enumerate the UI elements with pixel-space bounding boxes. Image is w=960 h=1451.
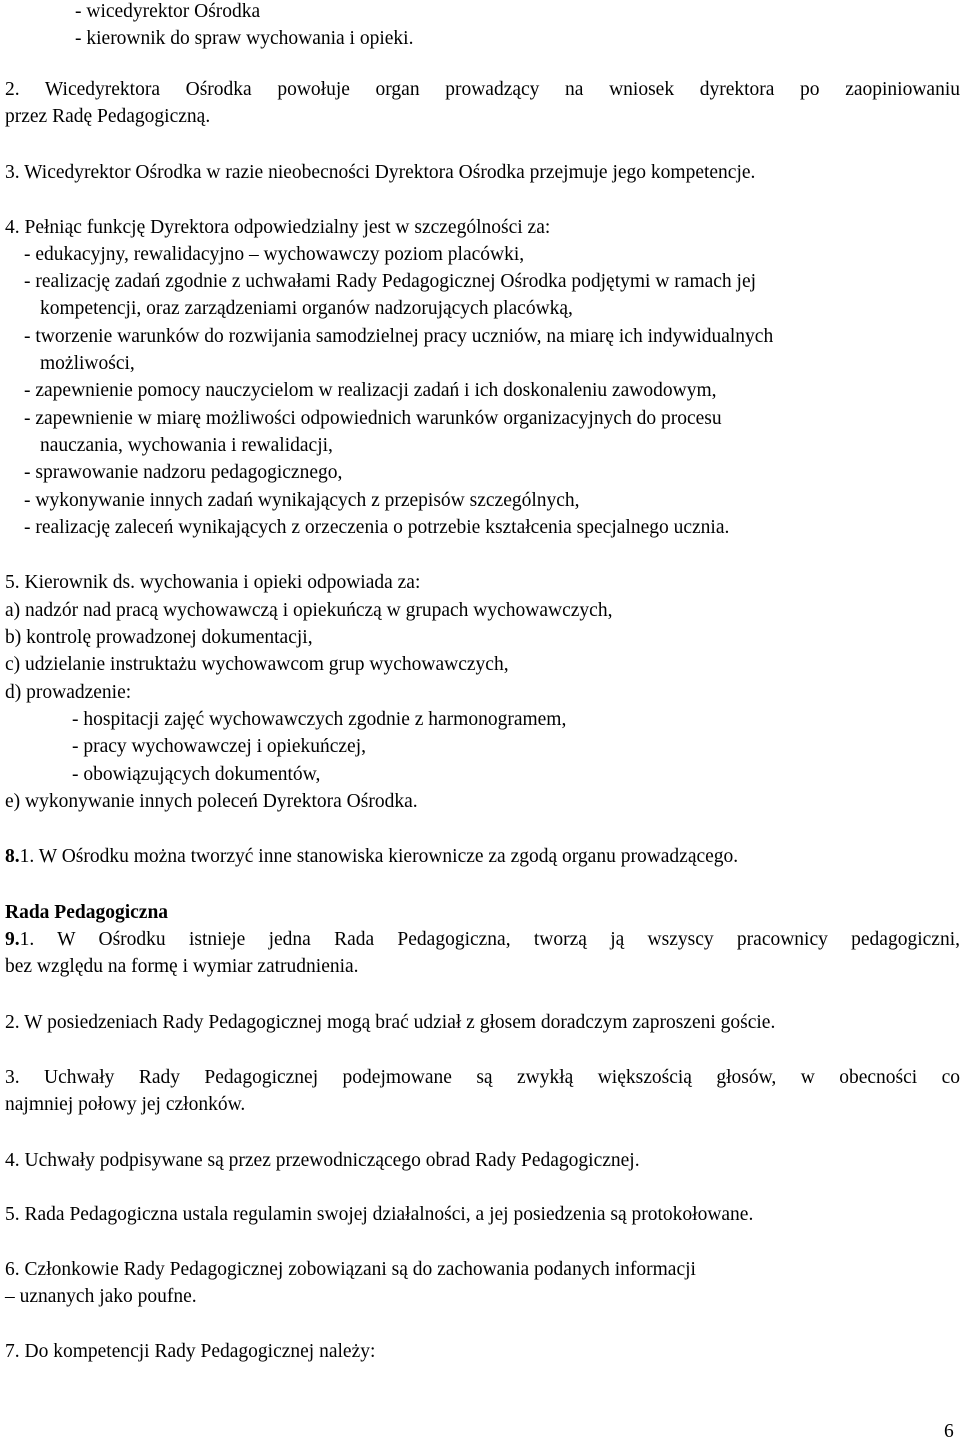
paragraph-line: 6. Członkowie Rady Pedagogicznej zobowiązani są do zachowania podanych informacji bbox=[5, 1259, 696, 1280]
paragraph-4-title: 4. Pełniąc funkcję Dyrektora odpowiedzialny jest w szczególności za: bbox=[5, 217, 551, 238]
list-item-continuation: możliwości, bbox=[40, 353, 135, 374]
list-item: e) wykonywanie innych poleceń Dyrektora Ośrodka. bbox=[5, 791, 418, 812]
paragraph-line: – uznanych jako poufne. bbox=[5, 1286, 197, 1307]
paragraph-9-line: bez względu na formę i wymiar zatrudnienia. bbox=[5, 956, 359, 977]
list-item: - sprawowanie nadzoru pedagogicznego, bbox=[24, 462, 343, 483]
paragraph-line: 3. Uchwały Rady Pedagogicznej podejmowane są zwykłą większością głosów, w obecności co bbox=[5, 1067, 960, 1088]
paragraph-text: 1. W Ośrodku można tworzyć inne stanowiska kierownicze za zgodą organu prowadzącego. bbox=[19, 846, 739, 867]
list-item: - tworzenie warunków do rozwijania samodzielnej pracy uczniów, na miarę ich indywidualnych bbox=[24, 326, 774, 347]
list-item-continuation: kompetencji, oraz zarządzeniami organów nadzorujących placówką, bbox=[40, 298, 573, 319]
sub-list-item: - hospitacji zajęć wychowawczych zgodnie z harmonogramem, bbox=[72, 709, 567, 730]
list-item: - wykonywanie innych zadań wynikających z przepisów szczególnych, bbox=[24, 490, 580, 511]
section-number: 9. bbox=[5, 929, 20, 950]
paragraph: 7. Do kompetencji Rady Pedagogicznej należy: bbox=[5, 1341, 376, 1362]
page-number: 6 bbox=[944, 1421, 954, 1442]
paragraph-2-line: przez Radę Pedagogiczną. bbox=[5, 106, 211, 127]
paragraph-text: 1. W Ośrodku istnieje jedna Rada Pedagogiczna, tworzą ją wszyscy pracownicy pedagogiczni, bbox=[19, 929, 960, 950]
sub-list-item: - obowiązujących dokumentów, bbox=[72, 764, 321, 785]
list-item: - zapewnienie w miarę możliwości odpowiednich warunków organizacyjnych do procesu bbox=[24, 408, 722, 429]
paragraph-3: 3. Wicedyrektor Ośrodka w razie nieobecności Dyrektora Ośrodka przejmuje jego kompetencje. bbox=[5, 162, 756, 183]
list-item-continuation: nauczania, wychowania i rewalidacji, bbox=[40, 435, 333, 456]
section-number: 8. bbox=[5, 846, 20, 867]
paragraph-5-title: 5. Kierownik ds. wychowania i opieki odpowiada za: bbox=[5, 572, 421, 593]
list-item: - kierownik do spraw wychowania i opieki. bbox=[75, 28, 414, 49]
paragraph: 2. W posiedzeniach Rady Pedagogicznej mogą brać udział z głosem doradczym zaproszeni goście. bbox=[5, 1012, 776, 1033]
list-item: c) udzielanie instruktażu wychowawcom grup wychowawczych, bbox=[5, 654, 509, 675]
list-item: a) nadzór nad pracą wychowawczą i opiekuńczą w grupach wychowawczych, bbox=[5, 600, 613, 621]
list-item: - realizację zadań zgodnie z uchwałami Rady Pedagogicznej Ośrodka podjętymi w ramach jej bbox=[24, 271, 757, 292]
paragraph-line: najmniej połowy jej członków. bbox=[5, 1094, 246, 1115]
list-item: - edukacyjny, rewalidacyjno – wychowawczy poziom placówki, bbox=[24, 244, 525, 265]
paragraph-9-line bbox=[5, 926, 960, 953]
list-item: - wicedyrektor Ośrodka bbox=[75, 1, 261, 22]
paragraph-2-line: 2. Wicedyrektora Ośrodka powołuje organ prowadzący na wniosek dyrektora po zaopiniowaniu bbox=[5, 79, 960, 100]
list-item: - zapewnienie pomocy nauczycielom w realizacji zadań i ich doskonaleniu zawodowym, bbox=[24, 380, 717, 401]
section-title: Rada Pedagogiczna bbox=[5, 902, 169, 923]
paragraph: 4. Uchwały podpisywane są przez przewodniczącego obrad Rady Pedagogicznej. bbox=[5, 1150, 640, 1171]
sub-list-item: - pracy wychowawczej i opiekuńczej, bbox=[72, 736, 366, 757]
paragraph-8 bbox=[5, 843, 738, 870]
list-item: - realizację zaleceń wynikających z orzeczenia o potrzebie kształcenia specjalnego ucznia. bbox=[24, 517, 730, 538]
list-item: d) prowadzenie: bbox=[5, 682, 132, 703]
paragraph: 5. Rada Pedagogiczna ustala regulamin swojej działalności, a jej posiedzenia są protokołowane. bbox=[5, 1204, 754, 1225]
list-item: b) kontrolę prowadzonej dokumentacji, bbox=[5, 627, 313, 648]
